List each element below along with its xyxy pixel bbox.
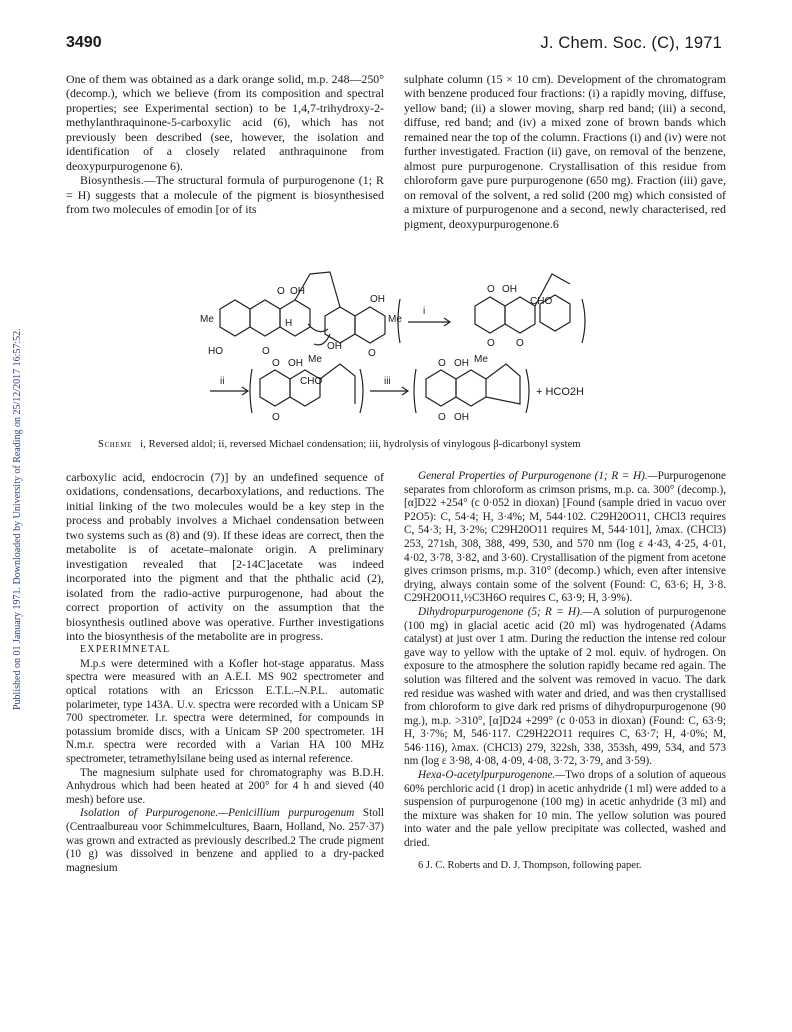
atom-label: OH: [327, 341, 342, 352]
atom-label: OH: [454, 412, 469, 423]
atom-label: O: [272, 412, 280, 423]
ring: [426, 370, 456, 406]
atom-label: O: [277, 286, 285, 297]
journal-header: J. Chem. Soc. (C), 1971: [540, 34, 722, 52]
arrow-label: i: [423, 306, 426, 317]
intro-right-column: [404, 72, 726, 231]
footnote: 6 J. C. Roberts and D. J. Thompson, following paper.: [418, 859, 642, 871]
ring: [220, 300, 250, 336]
paragraph-biosynthesis: Biosynthesis.—The structural formula of purpurogenone (1; R = H) suggests that a molecule of the pigment is biosynthesised from two molecules of emodin [or of its: [66, 173, 384, 217]
paragraph-dihydro: [404, 606, 726, 769]
download-sidebar: [0, 150, 23, 850]
ring: [325, 307, 355, 343]
atom-label: Me: [388, 314, 402, 325]
ring: [475, 297, 505, 333]
scheme-caption-text: i, Reversed aldol; ii, reversed Michael condensation; iii, hydrolysis of vinylogous β-dicarbonyl system: [140, 439, 581, 450]
paragraph-text: Purpurogenone separates from chloroform as crimson prisms, m.p. ca. 300° (decomp.), [α]D22 +254° (c 0·052 in dioxan) [Found (sample dried in vacuo over P2O5): C, 54·4; H, 3·4%; M, 544·102. C29H20O11, CHCl3 requires C, 54·3; H, 3·2%; C29H20O11 requires M, 544·101], λmax. (CHCl3) 253, 271sh, 308, 388, 499, 530, and 570 nm (log ε 4·43, 4·25, 4·01, 4·02, 3·78, 3·82, and 3·60). Crystallisation of the pigment from acetone gives crimson prisms, m.p. 310° (decomp.) which, even after intensive drying, always contain some of the solvent (Found: C, 63·6; H, 3·8. C29H20O11,½C3H6O requires C, 63·9; H, 3·9%).: [404, 470, 726, 605]
atom-label: O: [262, 346, 270, 357]
scheme-caption: [98, 439, 581, 450]
paragraph: One of them was obtained as a dark orange solid, m.p. 248—250° (decomp.), which we believe (from its composition and spectral properties; see Experimental section) to be 1,4,7-trihydroxy-2-methylanthraquinone-5-carboxylic acid (6), which has not previously been described (see, however, the isolation and identification of a closely related anthraquinone from deoxypurpurogenone 6).: [66, 72, 384, 173]
ring: [260, 370, 290, 406]
atom-label: OH: [502, 284, 517, 295]
product-label: + HCO2H: [536, 386, 584, 398]
arrow-label: ii: [220, 376, 225, 387]
atom-label: Me: [308, 354, 322, 365]
paragraph-title: General Properties of Purpurogenone (1; R = H).—: [418, 470, 658, 482]
atom-label: OH: [370, 294, 385, 305]
atom-label: CHO: [530, 296, 553, 307]
ring: [456, 370, 486, 406]
paragraph-hexa-acetyl: [404, 769, 726, 851]
paragraph-text: A solution of purpurogenone (100 mg) in glacial acetic acid (20 ml) was hydrogenated (Adams catalyst) at just over 1 atm. During the reduction the intense red colour gave way to yellow with the uptake of 2 mol. equiv. of hydrogen. On exposure to the atmosphere the solution rapidly became red again. The solution was filtered and the solvent was removed in vacuo. The dark red residue was washed with water and dried, and was then crystallised from chloroform to give dark red prisms of dihydropurpurogenone (90 mg.), m.p. >310°, [α]D24 +299° (c 0·053 in dioxan) (Found: C, 63·9; H, 3·7%; M, 546·117. C29H22O11 requires C, 63·7; H, 4·0%; M, 546·116), λmax. (CHCl3) 279, 322sh, 338, 353sh, 499, 534, and 573 nm (log ε 3·98, 4·08, 4·09, 4·08, 3·72, 3·79, and 3·59).: [404, 605, 727, 768]
atom-label: O: [487, 284, 495, 295]
paragraph-general-properties: [404, 470, 726, 606]
atom-label: O: [438, 412, 446, 423]
paragraph-methods: M.p.s were determined with a Kofler hot-stage apparatus. Mass spectra were measured with an A.E.I. MS 902 spectrometer and optical rotations with an Ericsson E.T.L.–N.P.L. automatic polarimeter, type 143A. U.v. spectra were recorded with a Unicam SP 700 spectrometer. I.r. spectra were determined, for compounds in potassium bromide discs, with a Unicam SP 200 spectrometer. 1H N.m.r. spectra were recorded with a Varian HA 100 MHz spectrometer, tetramethylsilane being used as internal reference.: [66, 657, 384, 766]
body-right-column: [404, 470, 726, 872]
section-heading: EXPERIMNETAL: [80, 644, 171, 656]
atom-label: Me: [200, 314, 214, 325]
atom-label: O: [516, 338, 524, 349]
atom-label: O: [272, 358, 280, 369]
reaction-scheme: [190, 264, 650, 434]
ring: [250, 300, 280, 336]
paragraph-title: Dihydropurpurogenone (5; R = H).—: [418, 605, 593, 618]
atom-label: OH: [454, 358, 469, 369]
atom-label: OH: [290, 286, 305, 297]
atom-label: Me: [474, 354, 488, 365]
paragraph-text: Stoll (Centraalbureau voor Schimmelcultures, Baarn, Holland, No. 257·37) was grown and extracted as previously described.2 The crude pigment (10 g) was dissolved in benzene and applied to a dry-packed magnesium: [66, 807, 384, 874]
body-left-column: [66, 470, 384, 875]
paragraph-text: Two drops of a solution of aqueous 60% perchloric acid (1 drop) in acetic anhydride (1 ml) were added to a suspension of purpurogenone (100 mg) in acetic anhydride (3 ml) and the mixture was shaken for 10 min. The yellow solution was poured into water and the pale yellow precipitate was collected, washed and dried.: [404, 769, 726, 850]
paragraph: carboxylic acid, endocrocin (7)] by an undefined sequence of oxidations, condensations, decarboxylations, and reductions. The initial linking of the two molecules would be a key step in the process and probably involves a Michael condensation between two systems such as (8) and (9). If these ideas are correct, then the metabolite is of acetate–malonate origin. A preliminary investigation revealed that [2-14C]acetate was indeed incorporated into the pigment and that the phthalic acid (2), isolated from the radio-active purpurogenone, had about the correct proportion of activity on the assumption that the biosynthesis outlined above was operative. Further investigations into the biosynthesis of the metabolite are in progress.: [66, 470, 384, 643]
atom-label: O: [438, 358, 446, 369]
paragraph-chromatography: The magnesium sulphate used for chromatography was B.D.H. Anhydrous which had been heated at 200° for 4 h and sieved (40 mesh) before use.: [66, 766, 384, 806]
atom-label: O: [368, 348, 376, 359]
ring: [355, 307, 385, 343]
atom-label: CHO: [300, 376, 323, 387]
atom-label: OH: [288, 358, 303, 369]
paragraph-isolation: [66, 807, 384, 875]
paragraph: sulphate column (15 × 10 cm). Development of the chromatogram with benzene produced four fractions: (i) a rapidly moving, diffuse, yellow band; (ii) a slower moving, sharp red band; (iii) a second, diffuse, red band; and (iv) a mixed zone of brown bands which remained near the top of the column. Fractions (i) and (iv) were not further investigated. Fraction (ii) gave, on removal of the benzene, almost pure purpurogenone. Crystallisation of this residue from chloroform gave pure purpurogenone (650 mg). Fraction (iii) gave, on removal of the solvent, a red solid (200 mg) which consisted of a mixture of purpurogenone and a second, newly characterised, red pigment, deoxypurpurogenone.6: [404, 72, 726, 231]
arrow-label: iii: [384, 376, 391, 387]
paragraph-title: Hexa-O-acetylpurpurogenone.—: [418, 769, 566, 782]
paragraph-title: Isolation of Purpurogenone.—Penicillium purpurogenum: [80, 807, 355, 820]
scheme-label: Scheme: [98, 439, 132, 450]
atom-label: O: [487, 338, 495, 349]
atom-label: H: [285, 318, 293, 329]
published-note: Published on 01 January 1971. Downloaded by University of Reading on 25/12/2017 16:57:52.: [12, 328, 23, 710]
atom-label: HO: [208, 346, 223, 357]
intro-left-column: [66, 72, 384, 217]
page-number: 3490: [66, 34, 102, 51]
